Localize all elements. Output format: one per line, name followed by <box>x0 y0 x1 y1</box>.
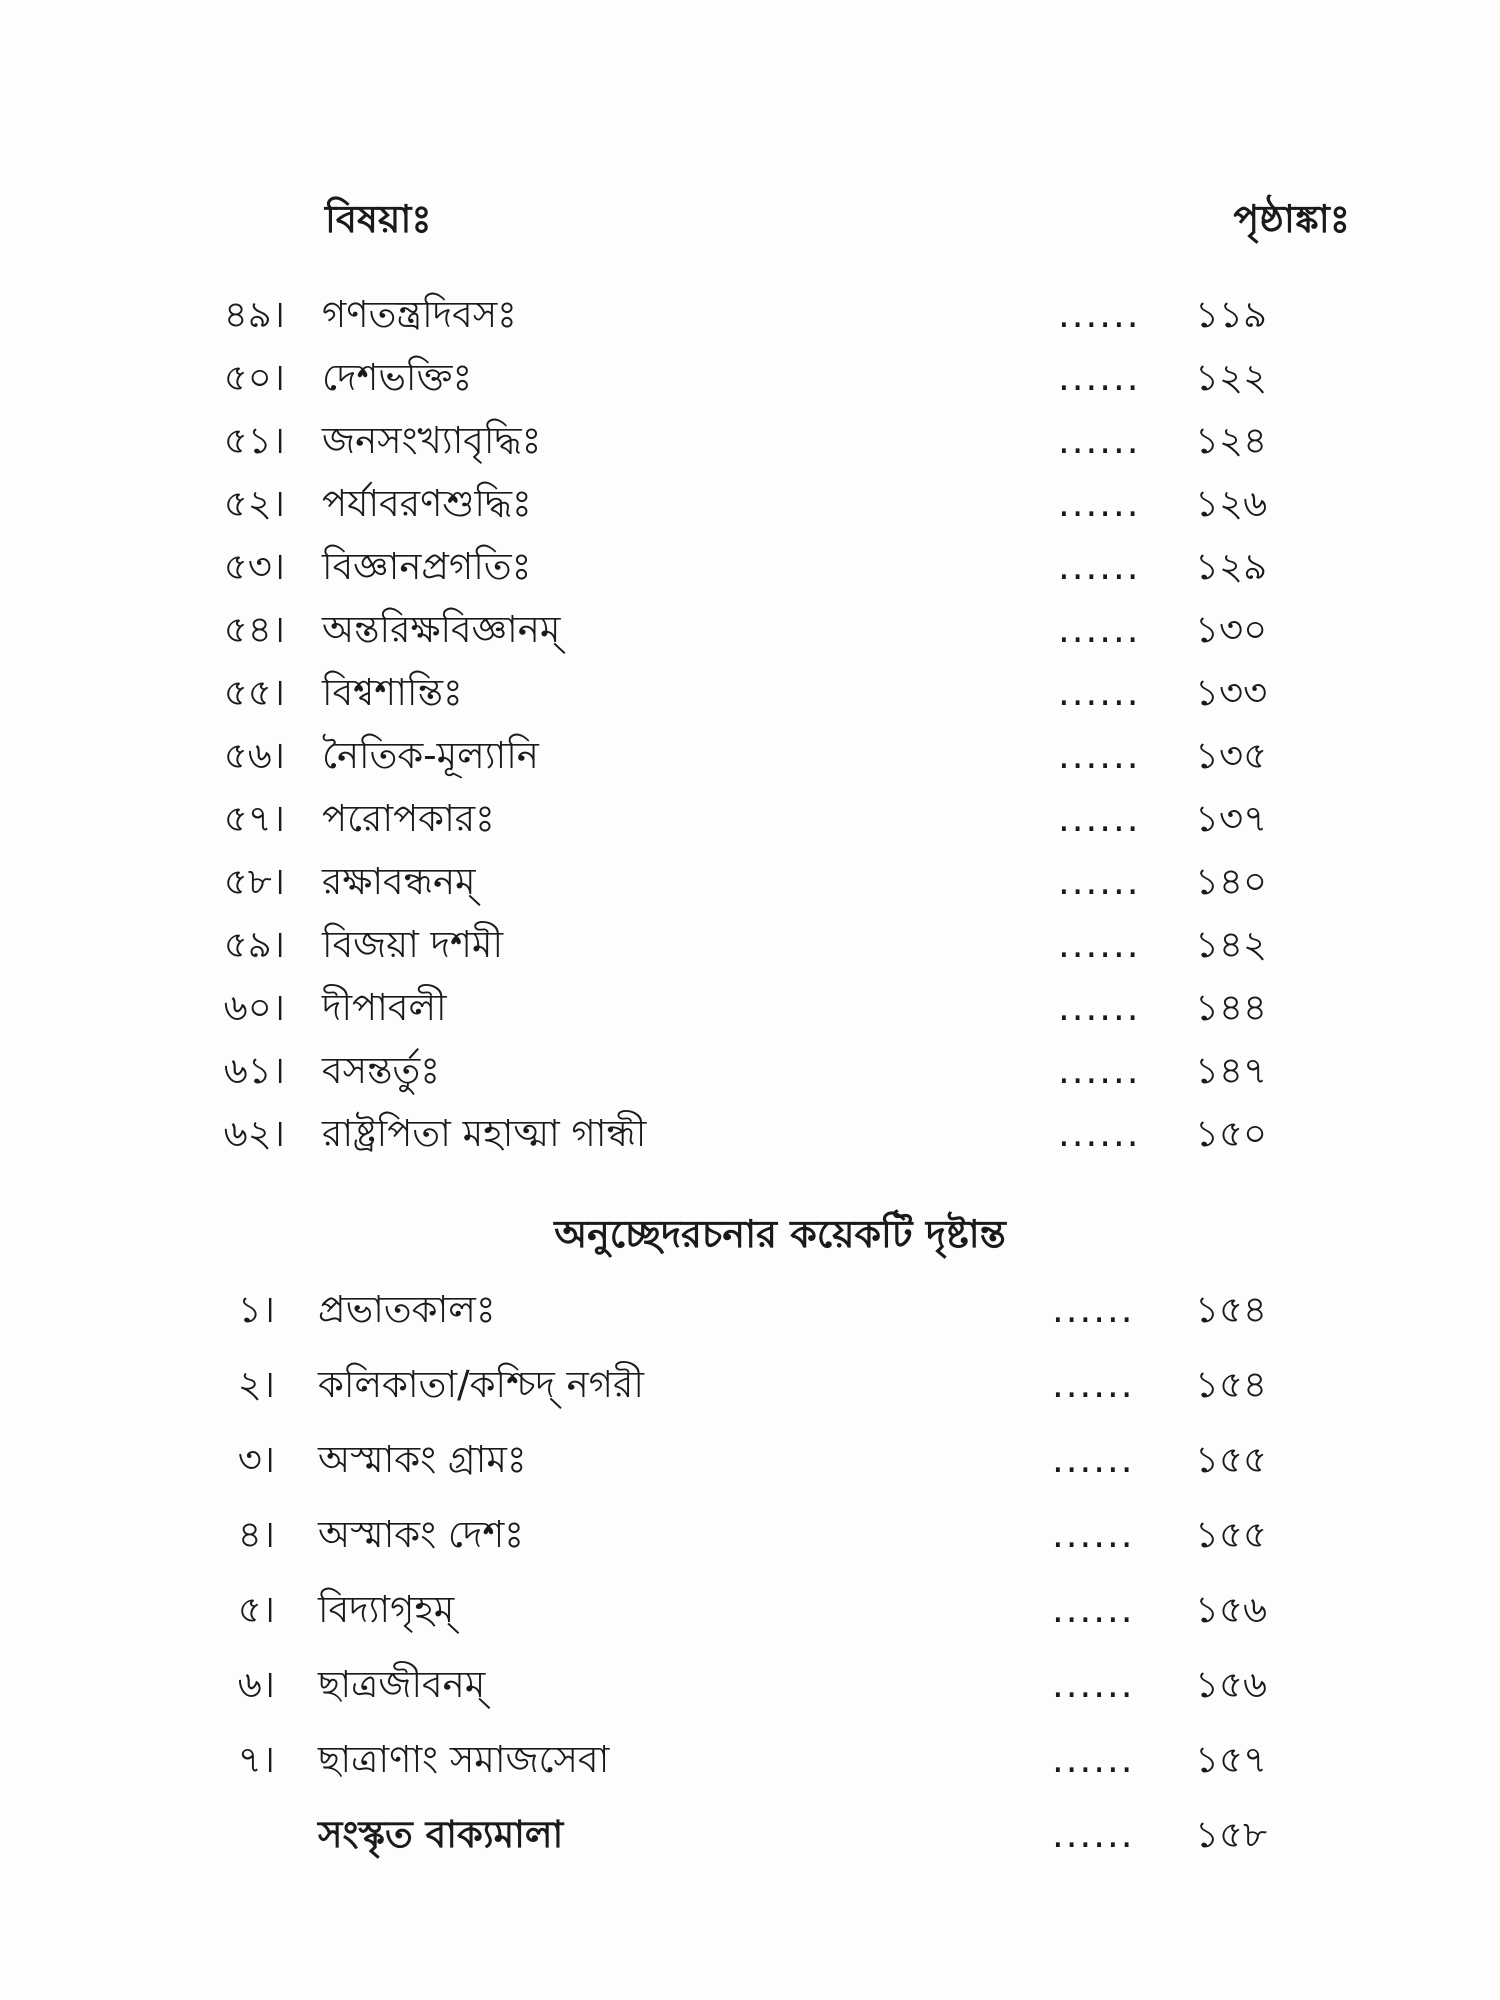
leader-dots: ...... <box>1058 356 1141 399</box>
entry-title: অস্মাকং গ্রামঃ <box>318 1438 527 1481</box>
entry-number: ৬১। <box>223 1049 285 1092</box>
leader-dots: ...... <box>1058 1112 1141 1155</box>
entry-number: ২। <box>237 1363 275 1406</box>
entry-number: ৬। <box>237 1663 275 1706</box>
entry-page: ১৪৭ <box>1195 1049 1268 1092</box>
leader-dots: ...... <box>1058 419 1141 462</box>
leader-dots: ...... <box>1058 860 1141 903</box>
toc-row <box>0 1655 1500 1715</box>
entry-page: ১৪২ <box>1195 923 1268 966</box>
toc-row <box>0 1430 1500 1490</box>
leader-dots: ...... <box>1058 986 1141 1029</box>
toc-row <box>0 978 1500 1038</box>
toc-row <box>0 348 1500 408</box>
entry-title: পরোপকারঃ <box>322 797 495 840</box>
entry-page: ১৫৪ <box>1195 1288 1268 1331</box>
entry-number: ৬২। <box>223 1112 285 1155</box>
entry-page: ১৫৫ <box>1195 1438 1268 1481</box>
leader-dots: ...... <box>1052 1813 1135 1856</box>
entry-page: ১২৪ <box>1195 419 1268 462</box>
leader-dots: ...... <box>1058 293 1141 336</box>
entry-title: ছাত্রাণাং সমাজসেবা <box>318 1738 610 1781</box>
entry-title: অস্মাকং দেশঃ <box>318 1513 524 1556</box>
entry-number: ৫৭। <box>223 797 285 840</box>
toc-row <box>0 726 1500 786</box>
entry-title: জনসংখ্যাবৃদ্ধিঃ <box>322 419 542 462</box>
entry-number: ৩। <box>237 1438 275 1481</box>
entry-number: ৫৫। <box>223 671 285 714</box>
entry-title: অন্তরিক্ষবিজ্ঞানম্ <box>322 608 561 651</box>
toc-row <box>0 915 1500 975</box>
entry-title: রাষ্ট্রপিতা মহাত্মা গান্ধী <box>322 1112 647 1155</box>
entry-title: রক্ষাবন্ধনম্ <box>322 860 476 903</box>
leader-dots: ...... <box>1052 1738 1135 1781</box>
entry-number: ৫৯। <box>223 923 285 966</box>
entry-page: ১৫৫ <box>1195 1513 1268 1556</box>
entry-page: ১৫৭ <box>1195 1738 1268 1781</box>
entry-title: বিজয়া দশমী <box>322 923 504 966</box>
page-number-header: পৃষ্ঠাঙ্কাঃ <box>1233 197 1350 241</box>
entry-number: ৫৪। <box>223 608 285 651</box>
entry-number: ৫২। <box>223 482 285 525</box>
entry-page: ১৩০ <box>1195 608 1268 651</box>
toc-row <box>0 1104 1500 1164</box>
toc-row <box>0 600 1500 660</box>
entry-page: ১১৯ <box>1195 293 1268 336</box>
entry-title: পর্যাবরণশুদ্ধিঃ <box>322 482 532 525</box>
leader-dots: ...... <box>1058 671 1141 714</box>
entry-page: ১৩৩ <box>1195 671 1268 714</box>
leader-dots: ...... <box>1058 608 1141 651</box>
entry-title: নৈতিক-মূল্যানি <box>322 734 539 777</box>
toc-row <box>0 1580 1500 1640</box>
leader-dots: ...... <box>1058 923 1141 966</box>
entry-number: ৭। <box>237 1738 275 1781</box>
entry-page: ১২২ <box>1195 356 1268 399</box>
leader-dots: ...... <box>1052 1513 1135 1556</box>
leader-dots: ...... <box>1058 482 1141 525</box>
leader-dots: ...... <box>1058 1049 1141 1092</box>
toc-row-final <box>0 1805 1500 1865</box>
toc-row <box>0 537 1500 597</box>
entry-number: ১। <box>237 1288 275 1331</box>
toc-row <box>0 474 1500 534</box>
entry-title: দেশভক্তিঃ <box>322 356 473 399</box>
entry-title: প্রভাতকালঃ <box>318 1288 496 1331</box>
entry-page: ১২৯ <box>1195 545 1268 588</box>
leader-dots: ...... <box>1058 734 1141 777</box>
section-subheading: অনুচ্ছেদরচনার কয়েকটি দৃষ্টান্ত <box>554 1212 1006 1256</box>
entry-title: বিশ্বশান্তিঃ <box>322 671 463 714</box>
entry-page: ১৫৮ <box>1195 1813 1268 1856</box>
leader-dots: ...... <box>1052 1363 1135 1406</box>
entry-page: ১৫৬ <box>1195 1663 1268 1706</box>
toc-row <box>0 1355 1500 1415</box>
leader-dots: ...... <box>1052 1588 1135 1631</box>
entry-title: সংস্কৃত বাক্যমালা <box>318 1813 564 1856</box>
entry-title: দীপাবলী <box>322 986 447 1029</box>
entry-page: ১২৬ <box>1195 482 1268 525</box>
entry-title: কলিকাতা/কশ্চিদ্ নগরী <box>318 1363 644 1406</box>
entry-number: ৫০। <box>223 356 285 399</box>
toc-row <box>0 852 1500 912</box>
entry-page: ১৩৭ <box>1195 797 1268 840</box>
entry-number: ৪। <box>237 1513 275 1556</box>
toc-row <box>0 285 1500 345</box>
entry-number: ৬০। <box>223 986 285 1029</box>
entry-title: গণতন্ত্রদিবসঃ <box>322 293 517 336</box>
toc-row <box>0 663 1500 723</box>
entry-title: বসন্তর্তুঃ <box>322 1049 441 1092</box>
entry-number: ৫৬। <box>223 734 285 777</box>
entry-title: ছাত্রজীবনম্ <box>318 1663 486 1706</box>
entry-page: ১৫৪ <box>1195 1363 1268 1406</box>
toc-row <box>0 789 1500 849</box>
toc-row <box>0 1280 1500 1340</box>
leader-dots: ...... <box>1052 1288 1135 1331</box>
topic-header: বিষয়াঃ <box>325 197 432 241</box>
entry-page: ১৫৬ <box>1195 1588 1268 1631</box>
toc-row <box>0 411 1500 471</box>
entry-number: ৫৩। <box>223 545 285 588</box>
toc-row <box>0 1730 1500 1790</box>
entry-page: ১৩৫ <box>1195 734 1268 777</box>
toc-row <box>0 1041 1500 1101</box>
entry-page: ১৪০ <box>1195 860 1268 903</box>
entry-number: ৫। <box>237 1588 275 1631</box>
entry-number: ৫৮। <box>223 860 285 903</box>
entry-number: ৫১। <box>223 419 285 462</box>
entry-page: ১৫০ <box>1195 1112 1268 1155</box>
leader-dots: ...... <box>1058 797 1141 840</box>
entry-number: ৪৯। <box>223 293 285 336</box>
entry-page: ১৪৪ <box>1195 986 1268 1029</box>
leader-dots: ...... <box>1058 545 1141 588</box>
leader-dots: ...... <box>1052 1438 1135 1481</box>
toc-row <box>0 1505 1500 1565</box>
leader-dots: ...... <box>1052 1663 1135 1706</box>
entry-title: বিজ্ঞানপ্রগতিঃ <box>322 545 532 588</box>
entry-title: বিদ্যাগৃহম্ <box>318 1588 455 1631</box>
